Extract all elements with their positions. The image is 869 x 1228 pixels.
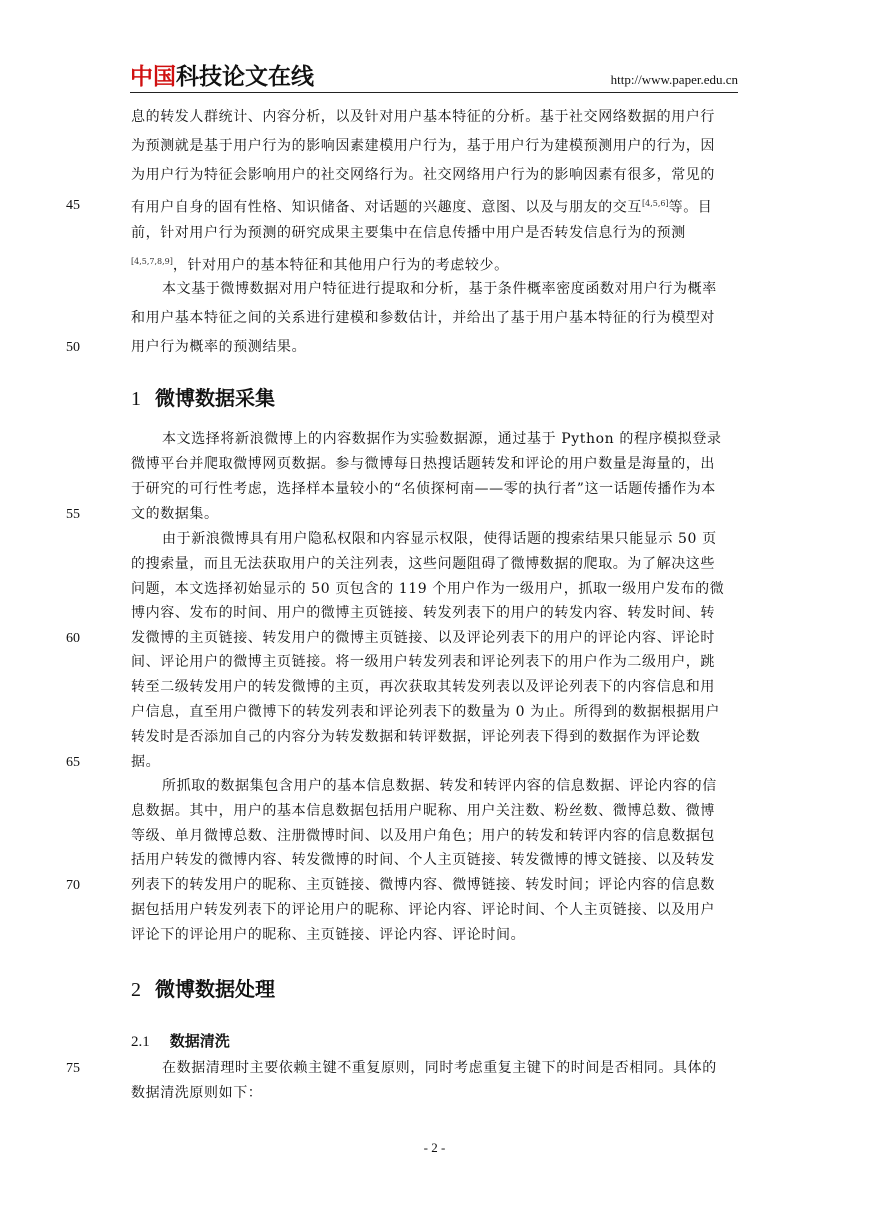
line-number: 60 [66,631,80,646]
text-line: 据。 [131,754,161,770]
line-number: 70 [66,878,80,893]
page-number: - 2 - [423,1140,446,1155]
text-line: 括用户转发的微博内容、转发微博的时间、个人主页链接、转发微博的博文链接、以及转发 [131,852,715,868]
text-line: 前，针对用户行为预测的研究成果主要集中在信息传播中用户是否转发信息行为的预测 [131,225,686,241]
text-line: 为预测就是基于用户行为的影响因素建模用户行为，基于用户行为建模预测用户的行为，因 [131,138,715,154]
text-line: 息的转发人群统计、内容分析，以及针对用户基本特征的分析。基于社交网络数据的用户行 [131,109,715,125]
section-title: 微博数据处理 [155,977,275,1001]
text-line: 和用户基本特征之间的关系进行建模和参数估计，并给出了基于用户基本特征的行为模型对 [131,310,715,326]
text-line: 文的数据集。 [131,506,219,522]
subsection-number: 2.1 [131,1034,150,1050]
text-segment: 等。目 [668,199,713,216]
text-line: 数据清洗原则如下： [131,1085,263,1101]
line-number: 75 [66,1061,80,1076]
text-line: 所抓取的数据集包含用户的基本信息数据、转发和转评内容的信息数据、评论内容的信 [162,778,717,794]
text-line: 为用户行为特征会影响用户的社交网络行为。社交网络用户行为的影响因素有很多，常见的 [131,167,715,183]
text-line: 等级、单月微博总数、注册微博时间、以及用户角色；用户的转发和转评内容的信息数据包 [131,828,715,844]
text-line: 用户行为概率的预测结果。 [131,339,307,355]
subsection-title: 数据清洗 [169,1032,230,1050]
text-line: 由于新浪微博具有用户隐私权限和内容显示权限，使得话题的搜索结果只能显示 50 页 [162,531,717,547]
text-line: 间、评论用户的微博主页链接。将一级用户转发列表和评论列表下的用户作为二级用户，跳 [131,654,715,670]
section-heading [131,382,275,411]
line-number: 65 [66,755,80,770]
section-number: 2 [131,979,141,1001]
line-number: 45 [66,198,80,213]
text-line: 转至二级转发用户的转发微博的主页，再次获取其转发列表以及评论列表下的内容信息和用 [131,679,715,695]
subsection-heading [131,1030,230,1051]
text-line [131,192,738,220]
text-line: 息数据。其中，用户的基本信息数据包括用户昵称、用户关注数、粉丝数、微博总数、微博 [131,803,715,819]
text-segment: ，针对用户的基本特征和其他用户行为的考虑较少。 [172,257,509,274]
text-line: 在数据清理时主要依赖主键不重复原则，同时考虑重复主键下的时间是否相同。具体的 [162,1060,717,1076]
citation[interactable]: [4,5,7,8,9] [131,257,173,266]
header-url[interactable]: http://www.paper.edu.cn [610,72,738,87]
text-line: 本文选择将新浪微博上的内容数据作为实验数据源，通过基于 Python 的程序模拟登录 [162,431,722,447]
line-number: 55 [66,507,80,522]
line-number: 50 [66,340,80,355]
logo-black-text: 科技论文在线 [176,64,314,90]
text-line: 户信息，直至用户微博下的转发列表和评论列表下的数量为 0 为止。所得到的数据根据用户 [131,704,721,720]
section-number: 1 [131,388,141,410]
text-line: 评论下的评论用户的昵称、主页链接、评论内容、评论时间。 [131,927,526,943]
citation[interactable]: [4,5,6] [642,199,669,208]
text-line: 发微博的主页链接、转发用户的微博主页链接、以及评论列表下的用户的评论内容、评论时 [131,630,715,646]
text-line: 问题，本文选择初始显示的 50 页包含的 119 个用户作为一级用户，抓取一级用户发布的微 [131,581,725,597]
text-line: 据包括用户转发列表下的评论用户的昵称、评论内容、评论时间、个人主页链接、以及用户 [131,902,715,918]
header-divider [130,92,738,93]
text-segment: 有用户自身的固有性格、知识储备、对话题的兴趣度、意图、以及与朋友的交互 [131,199,642,216]
text-line: 博内容、发布的时间、用户的微博主页链接、转发列表下的用户的转发内容、转发时间、转 [131,605,715,621]
text-line: 微博平台并爬取微博网页数据。参与微博每日热搜话题转发和评论的用户数量是海量的，出 [131,456,715,472]
section-title: 微博数据采集 [155,386,275,410]
text-line: 的搜索量，而且无法获取用户的关注列表，这些问题阻碍了微博数据的爬取。为了解决这些 [131,556,715,572]
text-line: 于研究的可行性考虑，选择样本量较小的“名侦探柯南——零的执行者”这一话题传播作为本 [131,481,716,497]
logo-red-text: 中国 [130,64,176,90]
journal-logo[interactable] [130,63,314,91]
text-line: 转发时是否添加自己的内容分为转发数据和转评数据，评论列表下得到的数据作为评论数 [131,729,701,745]
text-line [131,250,738,278]
section-heading [131,973,275,1002]
text-line: 本文基于微博数据对用户特征进行提取和分析，基于条件概率密度函数对用户行为概率 [162,281,717,297]
text-line: 列表下的转发用户的昵称、主页链接、微博内容、微博链接、转发时间；评论内容的信息数 [131,877,715,893]
